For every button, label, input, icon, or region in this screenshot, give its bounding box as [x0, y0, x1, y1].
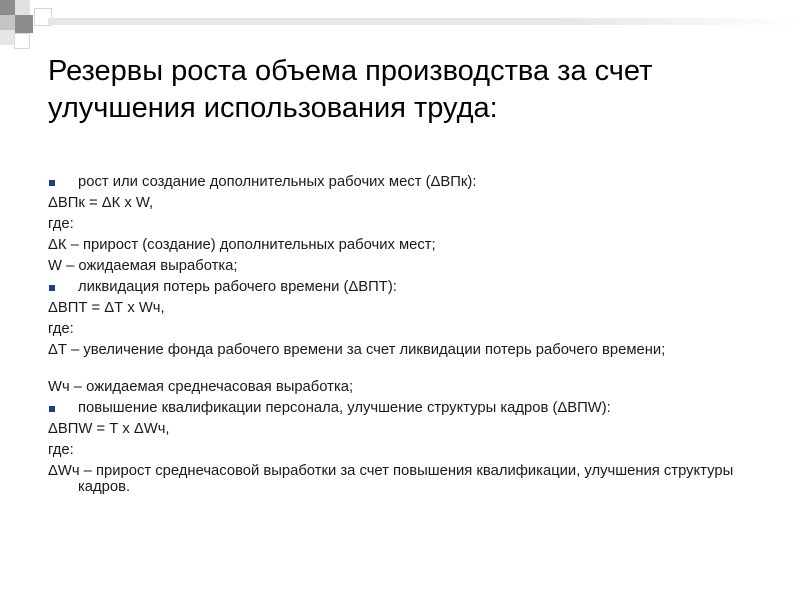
line-text: где:: [48, 442, 74, 458]
list-line: [48, 342, 748, 358]
line-text: Wч – ожидаемая среднечасовая выработка;: [48, 379, 354, 395]
slide-title: Резервы роста объема производства за счет улучшения использования труда:: [48, 55, 653, 124]
decor-square: [14, 33, 30, 49]
decor-square: [15, 15, 33, 33]
list-line: [48, 195, 748, 211]
list-line: [48, 321, 748, 337]
line-text: ликвидация потерь рабочего времени (ΔВПТ):: [78, 279, 397, 295]
list-line: [48, 258, 748, 274]
line-text: повышение квалификации персонала, улучшение структуры кадров (ΔВПW):: [78, 400, 611, 416]
line-text: W – ожидаемая выработка;: [48, 258, 238, 274]
decor-square: [0, 15, 15, 30]
list-line: [48, 442, 748, 458]
line-text: где:: [48, 321, 74, 337]
decor-top-bar: [48, 18, 800, 25]
bullet-item: [48, 400, 748, 416]
line-text: ΔВПW = Т х ΔWч,: [48, 421, 170, 437]
list-line: [48, 421, 748, 437]
line-text: ΔК – прирост (создание) дополнительных рабочих мест;: [48, 237, 436, 253]
line-text: ΔWч – прирост среднечасовой выработки за счет повышения квалификации, улучшения структуры кадров.: [48, 463, 734, 495]
list-line: [48, 379, 748, 395]
line-text: где:: [48, 216, 74, 232]
decor-square: [0, 0, 15, 15]
bullet-item: [48, 279, 748, 295]
slide-body: [48, 174, 748, 495]
line-text: рост или создание дополнительных рабочих мест (ΔВПк):: [78, 174, 477, 190]
list-line: [48, 463, 748, 495]
list-line: [48, 216, 748, 232]
list-line: [48, 300, 748, 316]
bullet-item: [48, 174, 748, 190]
square-bullet-icon: [49, 406, 55, 412]
decor-square: [0, 30, 15, 45]
list-line: [48, 237, 748, 253]
line-text: ΔТ – увеличение фонда рабочего времени за счет ликвидации потерь рабочего времени;: [48, 342, 666, 358]
decor-square: [15, 0, 30, 15]
line-text: ΔВПк = ΔК х W,: [48, 195, 154, 211]
square-bullet-icon: [49, 285, 55, 291]
line-text: ΔВПТ = ΔТ х Wч,: [48, 300, 165, 316]
square-bullet-icon: [49, 180, 55, 186]
